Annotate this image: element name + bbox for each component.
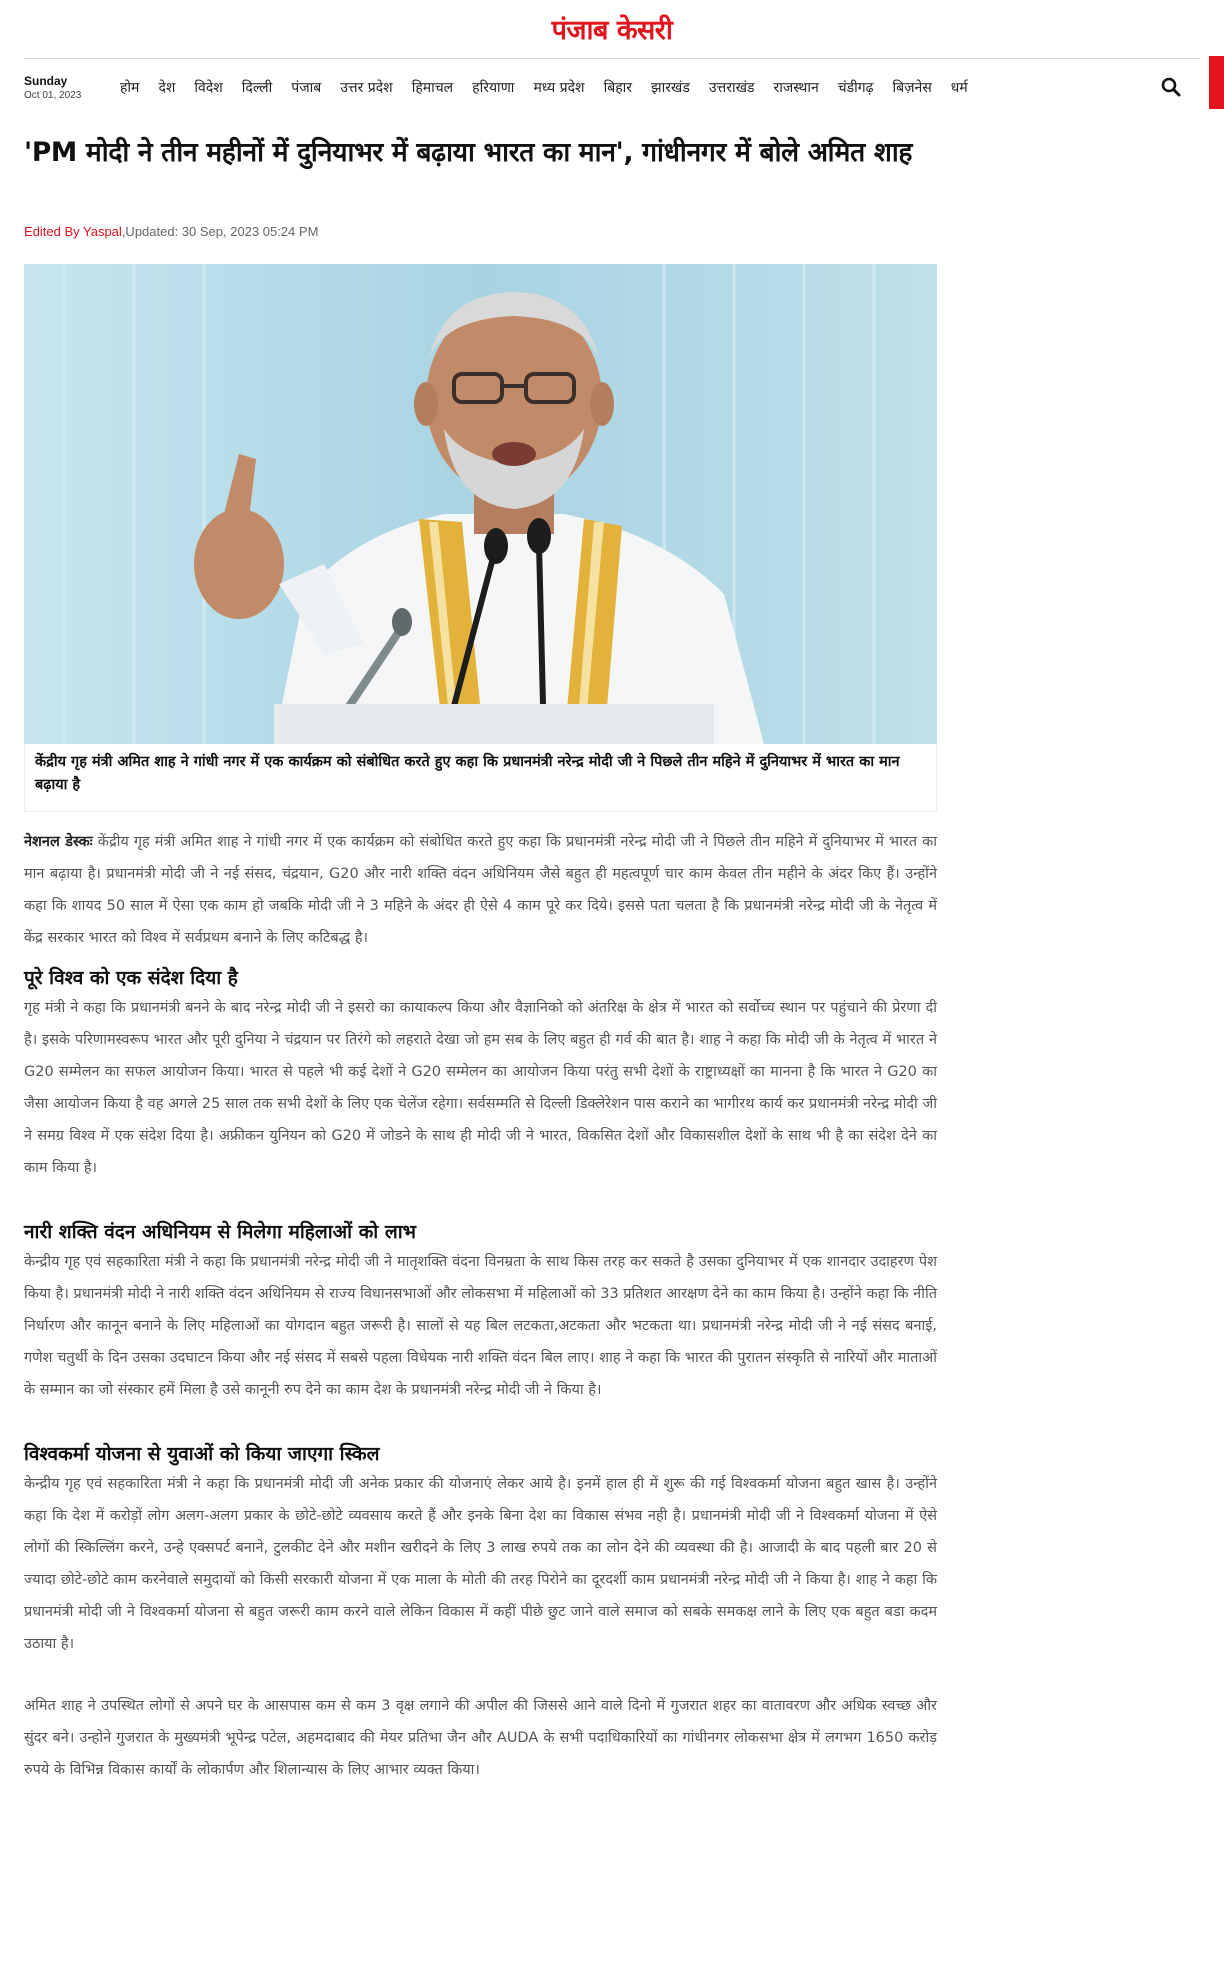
closing-paragraph: अमित शाह ने उपस्थित लोगों से अपने घर के आसपास कम से कम 3 वृक्ष लगाने की अपील की जिससे आने वाले दिनो में गुजरात शहर का वातावरण और अधिक स्वच्छ और सुंदर बने। उन्होने गुजरात के मुख्यमंत्री भूपेन्द्र पटेल, अहमदाबाद की मेयर प्रतिभा जैन और AUDA के सभी पदाधिकारियों का गांधीनगर लोकसभा क्षेत्र में लगभग 1650 करोड़ रुपये के विभिन्न विकास कार्यों के लोकार्पण और शिलान्यास के लिए आभार व्यक्त किया। bbox=[24, 1698, 937, 1778]
nav-item[interactable]: हिमाचल bbox=[411, 79, 454, 96]
nav-item[interactable]: होम bbox=[120, 79, 140, 96]
updated-time: ,Updated: 30 Sep, 2023 05:24 PM bbox=[121, 224, 319, 239]
nav-item[interactable]: देश bbox=[158, 79, 176, 96]
editor-name[interactable]: Edited By Yaspal bbox=[24, 224, 122, 239]
search-icon bbox=[1160, 76, 1182, 98]
intro-paragraph bbox=[24, 826, 937, 954]
section3-paragraph: केन्द्रीय गृह एवं सहकारिता मंत्री ने कहा कि प्रधानमंत्री मोदी जी अनेक प्रकार की योजनाएं लेकर आये है। इनमें हाल ही में शुरू की गई विश्वकर्मा योजना बहुत खास है। उन्होंने कहा कि देश में करोड़ों लोग अलग-अलग प्रकार के छोटे-छोटे व्यवसाय करते हैं और इनके बिना देश का विकास संभव नही है। प्रधानमंत्री मोदी जी ने विश्वकर्मा योजना में ऐसे लोगों की स्किल्लिंग करने, उन्हे एक्सपर्ट बनाने, टुलकीट देने और मशीन खरीदने के लिए 3 लाख रुपये तक का लोन देने की व्यवस्था की है। आजादी के बाद पहली बार 20 से ज्यादा छोटे-छोटे काम करनेवाले समुदायों को किसी सरकारी योजना में एक माला के मोती की तरह पिरोने का दूरदर्शी काम प्रधानमंत्री नरेन्द्र मोदी जी ने किया है। शाह ने कहा कि प्रधानमंत्री मोदी जी ने विश्वकर्मा योजना से बहुत जरूरी काम करने वाले लेकिन विकास में कहीं पीछे छुट जाने वाले समाज को सबके समकक्ष लाने के लिए एक बहुत बडा कदम उठाया है। bbox=[24, 1476, 937, 1652]
logo-container bbox=[0, 10, 1224, 47]
nav-item[interactable]: उत्तराखंड bbox=[708, 79, 755, 96]
nav-item[interactable]: बिज़नेस bbox=[892, 79, 932, 96]
site-logo[interactable]: पंजाब केसरी bbox=[551, 15, 673, 46]
nav-item[interactable]: पंजाब bbox=[291, 79, 322, 96]
image-caption: केंद्रीय गृह मंत्री अमित शाह ने गांधी नगर में एक कार्यक्रम को संबोधित करते हुए कहा कि प्रधानमंत्री नरेन्द्र मोदी जी ने पिछले तीन महिने में दुनियाभर में भारत का मान बढ़ाया है bbox=[35, 754, 900, 794]
main-navbar bbox=[24, 64, 1200, 110]
byline bbox=[24, 224, 318, 239]
section2-heading: नारी शक्ति वंदन अधिनियम से मिलेगा महिलाओं को लाभ bbox=[24, 1221, 416, 1243]
image-caption-box bbox=[24, 744, 937, 812]
nav-item[interactable]: बिहार bbox=[603, 79, 632, 96]
hero-image bbox=[24, 264, 937, 744]
header-divider bbox=[24, 58, 1200, 59]
section2-paragraph: केन्द्रीय गृह एवं सहकारिता मंत्री ने कहा कि प्रधानमंत्री नरेन्द्र मोदी जी ने मातृशक्ति वंदना विनम्रता के साथ किस तरह कर सकते है उसका दुनियाभर में एक शानदार उदाहरण पेश किया है। प्रधानमंत्री मोदी ने नारी शक्ति वंदन अधिनियम से राज्य विधानसभाओं और लोकसभा में महिलाओं को 33 प्रतिशत आरक्षण देने का काम किया है। उन्होंने कहा कि नीति निर्धारण और कानून बनाने के लिए महिलाओं का योगदान बहुत जरूरी है। सालों से यह बिल लटकता,अटकता और भटकता था। प्रधानमंत्री नरेन्द्र मोदी जी ने नई संसद बनाई, गणेश चतुर्थी के दिन उसका उदघाटन किया और नई संसद में सबसे पहला विधेयक नारी शक्ति वंदन बिल लाए। शाह ने कहा कि भारत की पुरातन संस्कृति से नारियों और माताओं के सम्मान का जो संस्कार हमें मिला है उसे कानूनी रुप देने का काम देश के प्रधानमंत्री नरेन्द्र मोदी जी ने किया है। bbox=[24, 1254, 937, 1398]
article-body bbox=[24, 826, 937, 1786]
article-headline: 'PM मोदी ने तीन महीनों में दुनियाभर में बढ़ाया भारत का मान', गांधीनगर में बोले अमित शाह bbox=[24, 137, 913, 168]
date-block bbox=[24, 74, 120, 101]
nav-item[interactable]: विदेश bbox=[194, 79, 223, 96]
nav-item[interactable]: झारखंड bbox=[650, 79, 690, 96]
nav-item[interactable]: चंडीगढ़ bbox=[837, 79, 874, 96]
nav-item[interactable]: उत्तर प्रदेश bbox=[340, 79, 393, 96]
section1-paragraph: गृह मंत्री ने कहा कि प्रधानमंत्री बनने के बाद नरेन्द्र मोदी जी ने इसरो का कायाकल्प किया और वैज्ञानिको को अंतरिक्ष के क्षेत्र में भारत को सर्वोच्च स्थान पर पहुंचाने की प्रेरणा दी है। इसके परिणामस्वरूप भारत और पूरी दुनिया ने चंद्रयान पर तिरंगे को लहराते देखा जो हम सब के लिए बहुत ही गर्व की बात है। शाह ने कहा कि मोदी जी के नेतृत्व में भारत ने G20 सम्मेलन का सफल आयोजन किया। भारत से पहले भी कई देशों ने G20 सम्मेलन का आयोजन किया परंतु सभी देशों के राष्ट्राध्यक्षों का मानना है कि भारत ने G20 का जैसा आयोजन किया है वह अगले 25 साल तक सभी देशों के लिए एक चेलेंज रहेगा। सर्वसम्मति से दिल्ली डिक्लेरेशन पास कराने का भागीरथ कार्य कर प्रधानमंत्री नरेन्द्र मोदी जी ने समग्र विश्व में एक संदेश दिया है। अफ्रीकन युनियन को G20 में जोडने के साथ ही मोदी जी ने भारत, विकसित देशों और विकासशील देशों के साथ भी है का संदेश देने का काम किया है। bbox=[24, 1000, 937, 1176]
nav-item[interactable]: दिल्ली bbox=[241, 79, 273, 96]
nav-item[interactable]: हरियाणा bbox=[472, 79, 515, 96]
side-tab[interactable] bbox=[1209, 56, 1224, 109]
nav-item[interactable]: धर्म bbox=[950, 79, 968, 96]
current-day: Sunday bbox=[24, 73, 68, 88]
nav-item[interactable]: राजस्थान bbox=[773, 79, 819, 96]
hero-illustration bbox=[24, 264, 937, 744]
search-button[interactable] bbox=[1160, 76, 1182, 98]
intro-text: केंद्रीय गृह मंत्री अमित शाह ने गांधी नगर में एक कार्यक्रम को संबोधित करते हुए कहा कि प्रधानमंत्री नरेन्द्र मोदी जी ने पिछले तीन महिने में दुनियाभर में भारत का मान बढ़ाया है। प्रधानमंत्री मोदी जी ने नई संसद, चंद्रयान, G20 और नारी शक्ति वंदन अधिनियम जैसे बहुत ही महत्वपूर्ण चार काम केवल तीन महीने के अंदर किए हैं। उन्होंने कहा कि शायद 50 साल में ऐसा एक काम हो जबकि मोदी जी ने 3 महिने के अंदर ही ऐसे 4 काम पूरे कर दिये। इससे पता चलता है कि प्रधानमंत्री नरेन्द्र मोदी जी के नेतृत्व में केंद्र सरकार भारत को विश्व में सर्वप्रथम बनाने के लिए कटिबद्ध है। bbox=[24, 834, 938, 946]
nav-item[interactable]: मध्य प्रदेश bbox=[533, 79, 585, 96]
current-date: Oct 01, 2023 bbox=[24, 89, 82, 101]
section3-heading: विश्वकर्मा योजना से युवाओं को किया जाएगा स्किल bbox=[24, 1443, 380, 1465]
section1-heading: पूरे विश्व को एक संदेश दिया है bbox=[24, 967, 238, 989]
intro-lead: नेशनल डेस्कः bbox=[24, 834, 93, 850]
nav-menu bbox=[120, 78, 987, 97]
